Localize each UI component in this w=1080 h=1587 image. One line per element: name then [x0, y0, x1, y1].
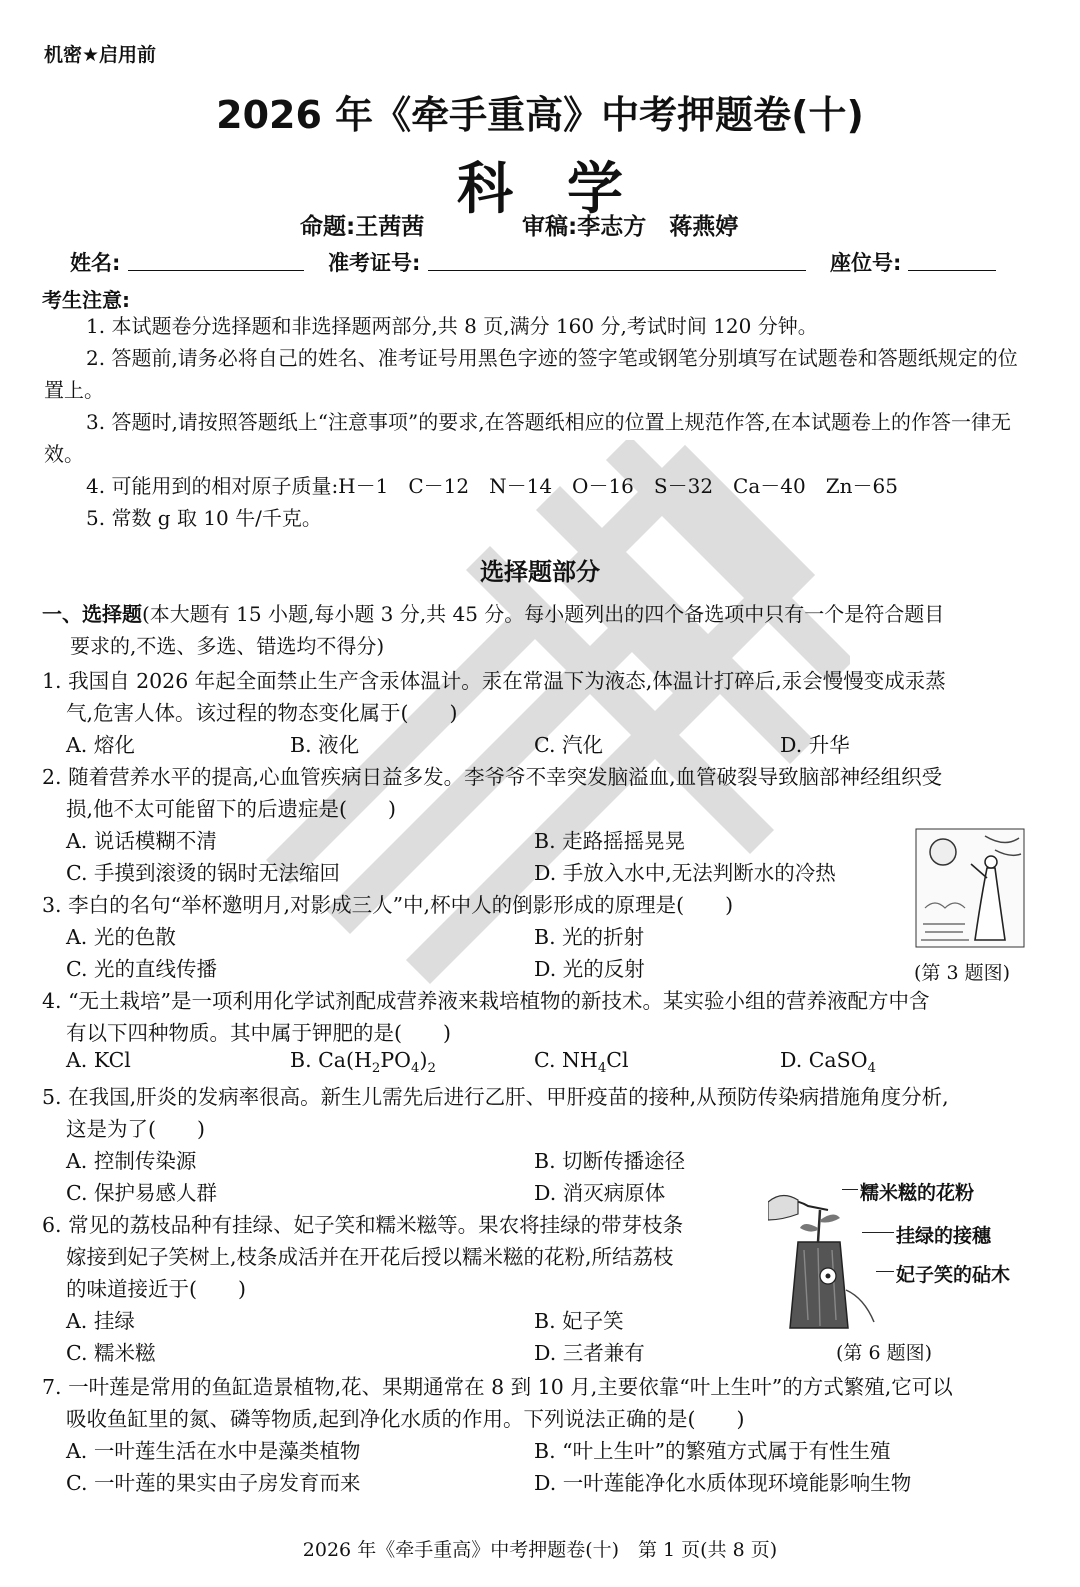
q6-leader-line [842, 1189, 858, 1190]
q1-option-c[interactable]: C. 汽化 [534, 733, 603, 757]
q5-option-b[interactable]: B. 切断传播途径 [534, 1149, 686, 1173]
q4-c-sub: 4 [597, 1061, 607, 1077]
part-desc-cont: 要求的,不选、多选、错选均不得分) [70, 634, 385, 658]
q6-label-stock: 妃子笑的砧木 [896, 1264, 1011, 1286]
q6-option-d[interactable]: D. 三者兼有 [534, 1341, 645, 1365]
q1-option-a[interactable]: A. 熔化 [66, 733, 135, 757]
q2-stem-cont: 损,他不太可能留下的后遗症是( ) [66, 797, 397, 821]
q3-stem: 3. 李白的名句“举杯邀明月,对影成三人”中,杯中人的倒影形成的原理是( ) [42, 893, 734, 917]
subject-title: 科学 [457, 157, 677, 222]
q7-option-b[interactable]: B. “叶上生叶”的繁殖方式属于有性生殖 [534, 1439, 891, 1463]
q1-option-d[interactable]: D. 升华 [780, 733, 850, 757]
proposer: 命题:王茜茜 [300, 214, 425, 240]
q2-stem: 2. 随着营养水平的提高,心血管疾病日益多发。李爷爷不幸突发脑溢血,血管破裂导致脑部神经组织受 [42, 765, 943, 789]
q4-option-c[interactable] [534, 1048, 629, 1076]
q6-label-pollen: 糯米糍的花粉 [860, 1182, 975, 1204]
q6-stem: 6. 常见的荔枝品种有挂绿、妃子笑和糯米糍等。果农将挂绿的带芽枝条 [42, 1213, 684, 1237]
q4-b-text: ) [419, 1048, 428, 1072]
part-desc: (本大题有 15 小题,每小题 3 分,共 45 分。每小题列出的四个备选项中只有一个是符合题目 [142, 602, 945, 626]
notice-heading: 考生注意: [42, 288, 130, 312]
q1-option-b[interactable]: B. 液化 [290, 733, 360, 757]
q4-b-text: PO [380, 1048, 411, 1072]
q5-option-a[interactable]: A. 控制传染源 [66, 1149, 197, 1173]
q4-option-a[interactable]: A. KCl [66, 1048, 131, 1072]
q3-figure-libai [915, 828, 1025, 948]
notice-item: 5. 常数 g 取 10 牛/千克。 [86, 506, 322, 530]
q2-option-d[interactable]: D. 手放入水中,无法判断水的冷热 [534, 861, 836, 885]
q3-option-b[interactable]: B. 光的折射 [534, 925, 645, 949]
q3-option-a[interactable]: A. 光的色散 [66, 925, 176, 949]
q4-b-sub: 4 [410, 1061, 420, 1077]
exam-id-input-line[interactable] [428, 270, 806, 271]
q5-option-c[interactable]: C. 保护易感人群 [66, 1181, 217, 1205]
q6-stem-cont: 嫁接到妃子笑树上,枝条成活并在开花后授以糯米糍的花粉,所结荔枝 [66, 1245, 674, 1269]
q6-leader-line [876, 1271, 894, 1272]
q4-b-sub: 2 [371, 1061, 381, 1077]
part-instructions [42, 598, 944, 630]
q4-c-text: Cl [606, 1048, 629, 1072]
seat-input-line[interactable] [908, 270, 996, 271]
q1-stem-cont: 气,危害人体。该过程的物态变化属于( ) [66, 701, 458, 725]
q5-option-d[interactable]: D. 消灭病原体 [534, 1181, 666, 1205]
section-title: 选择题部分 [480, 558, 600, 586]
part-label: 一、选择题 [42, 602, 142, 626]
q6-option-b[interactable]: B. 妃子笑 [534, 1309, 624, 1333]
q5-stem-cont: 这是为了( ) [66, 1117, 205, 1141]
q4-stem: 4. “无土栽培”是一项利用化学试剂配成营养液来栽培植物的新技术。某实验小组的营养液配方中含 [42, 989, 930, 1013]
exam-id-label: 准考证号: [328, 251, 421, 275]
q1-stem: 1. 我国自 2026 年起全面禁止生产含汞体温计。汞在常温下为液态,体温计打碎后,汞会慢慢变成汞蒸 [42, 669, 946, 693]
q3-option-c[interactable]: C. 光的直线传播 [66, 957, 217, 981]
q4-stem-cont: 有以下四种物质。其中属于钾肥的是( ) [66, 1021, 451, 1045]
reviewer: 审稿:李志方 蒋燕婷 [522, 214, 739, 240]
q4-c-text: C. NH [534, 1048, 598, 1072]
q6-label-scion: 挂绿的接穗 [896, 1225, 992, 1247]
q4-b-text: B. Ca(H [290, 1048, 372, 1072]
notice-item: 1. 本试题卷分选择题和非选择题两部分,共 8 页,满分 160 分,考试时间 120 分钟。 [86, 314, 818, 338]
exam-title: 2026 年《牵手重高》中考押题卷(十) [216, 93, 864, 137]
q4-option-d[interactable] [780, 1048, 876, 1076]
name-input-line[interactable] [128, 270, 304, 271]
q4-option-b[interactable] [290, 1048, 436, 1076]
notice-item: 2. 答题前,请务必将自己的姓名、准考证号用黑色字迹的签字笔或钢笔分别填写在试题卷和答题纸规定的位置上。 [44, 346, 1018, 402]
q7-option-d[interactable]: D. 一叶莲能净化水质体现环境能影响生物 [534, 1471, 912, 1495]
confidential-label: 机密★启用前 [44, 44, 157, 66]
q7-stem: 7. 一叶莲是常用的鱼缸造景植物,花、果期通常在 8 到 10 月,主要依靠“叶上生叶”的方式繁殖,它可以 [42, 1375, 953, 1399]
q7-stem-cont: 吸收鱼缸里的氮、磷等物质,起到净化水质的作用。下列说法正确的是( ) [66, 1407, 745, 1431]
q7-option-a[interactable]: A. 一叶莲生活在水中是藻类植物 [66, 1439, 361, 1463]
q4-d-sub: 4 [867, 1061, 876, 1077]
notice-item: 3. 答题时,请按照答题纸上“注意事项”的要求,在答题纸相应的位置上规范作答,在本试题卷上的作答一律无效。 [44, 410, 1011, 466]
q4-d-text: D. CaSO [780, 1048, 868, 1072]
q4-b-sub: 2 [427, 1061, 436, 1077]
q2-option-b[interactable]: B. 走路摇摇晃晃 [534, 829, 686, 853]
q6-stem-cont: 的味道接近于( ) [66, 1277, 246, 1301]
q6-leader-line [862, 1232, 894, 1233]
q6-option-a[interactable]: A. 挂绿 [66, 1309, 135, 1333]
page-footer: 2026 年《牵手重高》中考押题卷(十) 第 1 页(共 8 页) [302, 1539, 778, 1561]
name-label: 姓名: [70, 251, 121, 275]
q2-option-c[interactable]: C. 手摸到滚烫的锅时无法缩回 [66, 861, 340, 885]
q6-option-c[interactable]: C. 糯米糍 [66, 1341, 156, 1365]
q7-option-c[interactable]: C. 一叶莲的果实由子房发育而来 [66, 1471, 361, 1495]
q3-caption: (第 3 题图) [914, 962, 1010, 984]
q3-option-d[interactable]: D. 光的反射 [534, 957, 645, 981]
q5-stem: 5. 在我国,肝炎的发病率很高。新生儿需先后进行乙肝、甲肝疫苗的接种,从预防传染病措施角度分析, [42, 1085, 949, 1109]
q2-option-a[interactable]: A. 说话模糊不清 [66, 829, 217, 853]
q6-caption: (第 6 题图) [836, 1342, 932, 1364]
seat-label: 座位号: [830, 251, 902, 275]
notice-item: 4. 可能用到的相对原子质量:H－1 C－12 N－14 O－16 S－32 Ca－40 Zn－65 [86, 474, 898, 498]
